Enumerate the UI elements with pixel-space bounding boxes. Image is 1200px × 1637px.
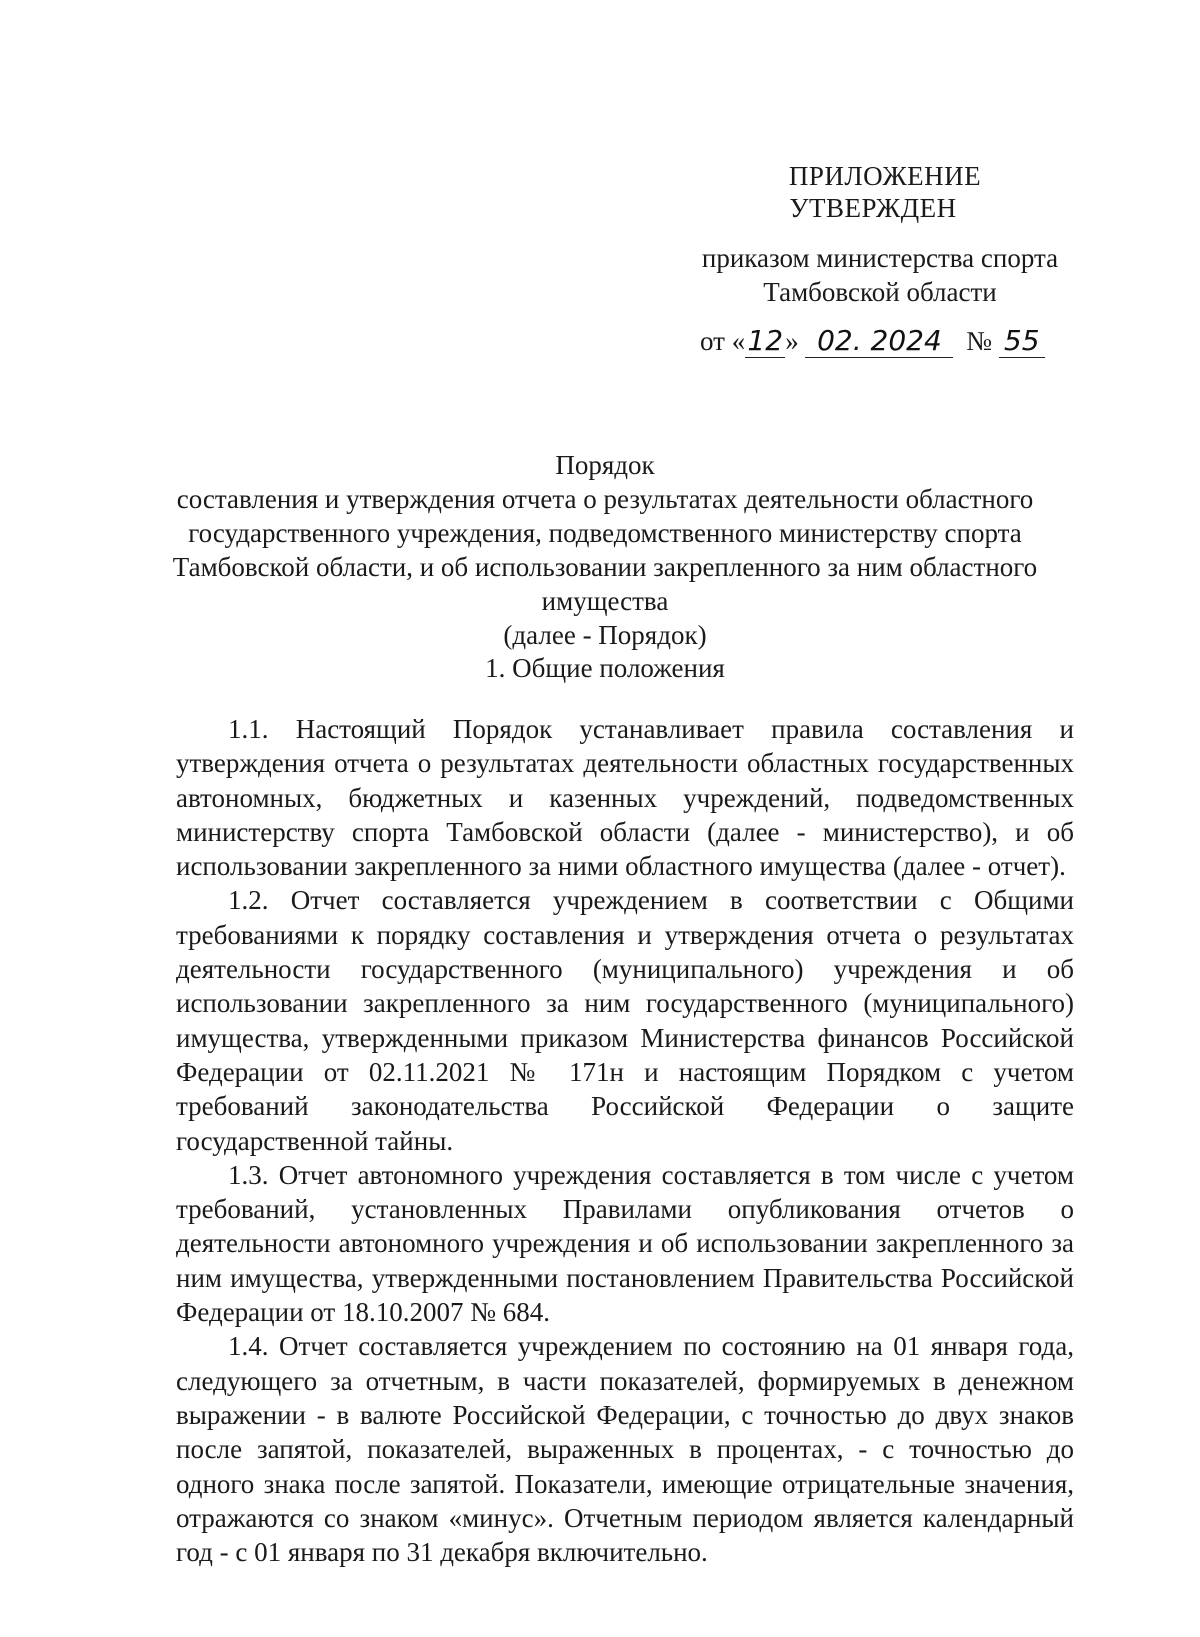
paragraph-1-4: 1.4. Отчет составляется учреждением по состоянию на 01 января года, следующего за отчетным, в части показателей, формируемых в денежном выражении - в валюте Российской Федерации, с точностью до двух знаков после запятой, показателей, выраженных в процентах, - с точностью до одного знака после запятой. Показатели, имеющие отрицательные значения, отражаются со знаком «минус». Отчетным периодом является календарный год - с 01 января по 31 декабря включительно. [176, 1331, 1074, 1568]
approved-label: УТВЕРЖДЕН [789, 193, 957, 223]
date-prefix: от « [700, 326, 746, 356]
order-issuer-line1: приказом министерства спорта [701, 243, 1059, 273]
number-label: № [966, 326, 992, 356]
number-field [999, 325, 1045, 358]
day-field [745, 325, 785, 358]
title-line-2: государственного учреждения, подведомственного министерству спорта [188, 518, 1022, 548]
title-line-5: (далее - Порядок) [503, 620, 707, 650]
handwritten-month-year: 02. 2024 [817, 324, 942, 357]
approval-block [640, 160, 1120, 224]
month-year-field [805, 325, 953, 358]
handwritten-number: 55 [1003, 324, 1040, 357]
section-heading: 1. Общие положения [485, 653, 725, 683]
paragraph-1-2: 1.2. Отчет составляется учреждением в соответствии с Общими требованиями к порядку составления и утверждения отчета о результатах деятельности государственного (муниципального) учреждения и об использовании закрепленного за ним государственного (муниципального) имущества, утвержденными приказом Министерства финансов Российской Федерации от 02.11.2021 № 171н и настоящим Порядком с учетом требований законодательства Российской Федерации о защите государственной тайны. [176, 885, 1074, 1156]
date-mid: » [785, 326, 799, 356]
paragraph-1-1: 1.1. Настоящий Порядок устанавливает правила составления и утверждения отчета о результатах деятельности областных государственных автономных, бюджетных и казенных учреждений, подведомственных министерству спорта Тамбовской области (далее - министерство), и об использовании закрепленного за ними областного имущества (далее - отчет). [176, 714, 1074, 882]
title-heading: Порядок [555, 450, 655, 480]
order-date-line [700, 325, 1045, 358]
handwritten-day: 12 [747, 324, 784, 357]
document-title [150, 448, 1060, 652]
title-line-3: Тамбовской области, и об использовании закрепленного за ним областного [172, 552, 1038, 582]
title-line-1: составления и утверждения отчета о результатах деятельности областного [176, 484, 1034, 514]
title-line-4: имущества [541, 586, 669, 616]
approval-ministry [640, 240, 1120, 308]
appendix-label: ПРИЛОЖЕНИЕ [788, 161, 982, 191]
document-body [176, 712, 1074, 1569]
paragraph-1-3: 1.3. Отчет автономного учреждения составляется в том числе с учетом требований, установленных Правилами опубликования отчетов о деятельности автономного учреждения и об использовании закрепленного за ним имущества, утвержденными постановлением Правительства Российской Федерации от 18.10.2007 № 684. [176, 1159, 1074, 1328]
order-issuer-line2: Тамбовской области [763, 277, 997, 307]
